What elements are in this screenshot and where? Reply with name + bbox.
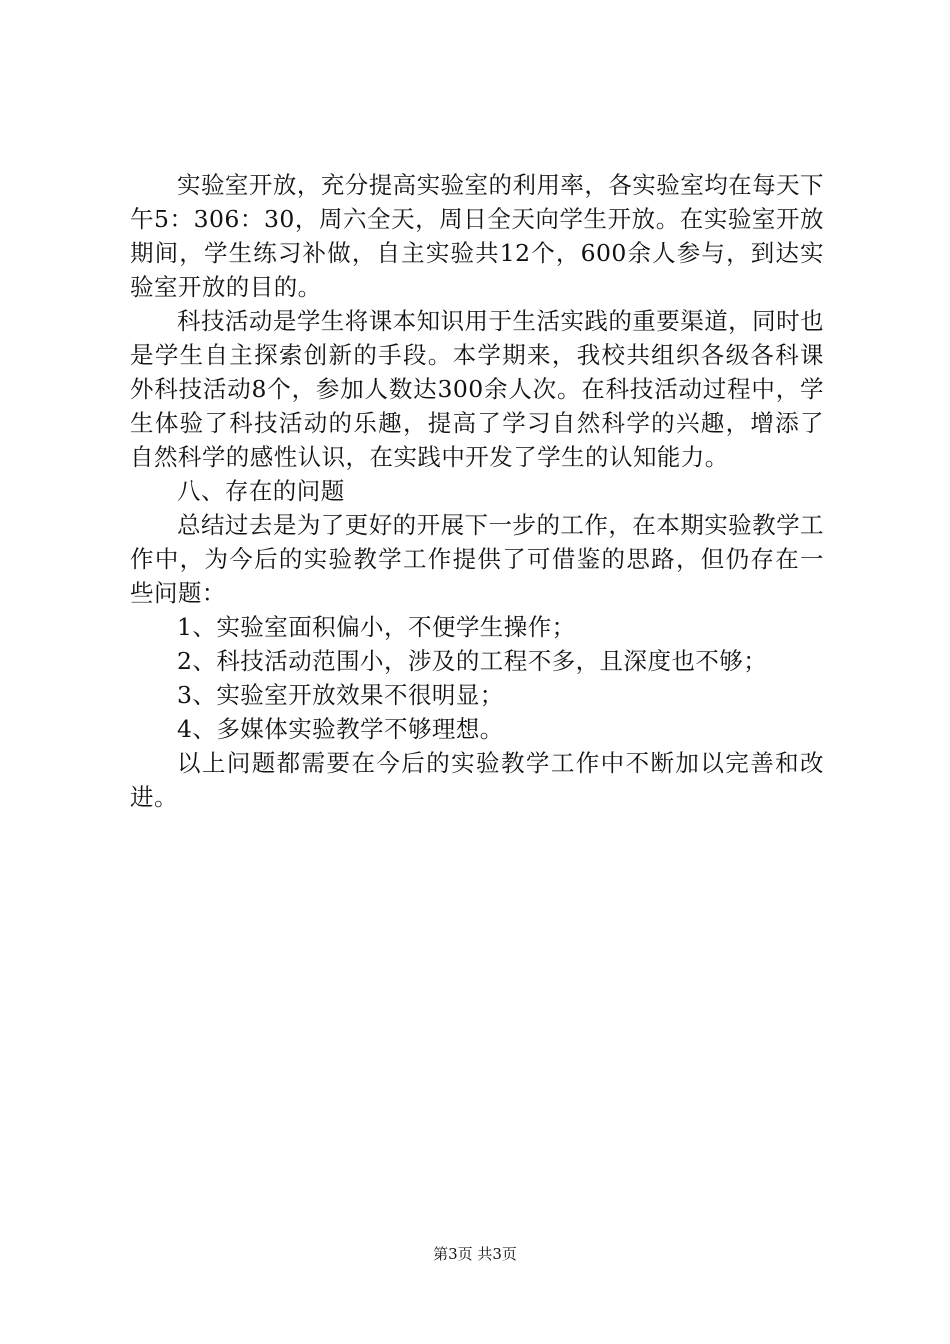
paragraph-science-activities: 科技活动是学生将课本知识用于生活实践的重要渠道，同时也是学生自主探索创新的手段。本学期来，我校共组织各级各科课外科技活动8个，参加人数达300余人次。在科技活动过程中，学生体验了科技活动的乐趣，提高了学习自然科学的兴趣，增添了自然科学的感性认识，在实践中开发了学生的认知能力。	[130, 307, 824, 471]
document-body	[130, 168, 824, 814]
list-item-problem-1: 1、实验室面积偏小，不便学生操作；	[177, 613, 576, 641]
page-number-footer: 第3页 共3页	[433, 1245, 517, 1263]
section-heading-problems: 八、存在的问题	[177, 477, 345, 505]
list-item-problem-2: 2、科技活动范围小，涉及的工程不多，且深度也不够；	[177, 647, 768, 675]
paragraph-summary: 总结过去是为了更好的开展下一步的工作，在本期实验教学工作中，为今后的实验教学工作提供了可借鉴的思路，但仍存在一些问题：	[130, 511, 824, 607]
list-item-problem-4: 4、多媒体实验教学不够理想。	[177, 715, 504, 743]
list-item-problem-3: 3、实验室开放效果不很明显；	[177, 681, 504, 709]
paragraph-lab-opening: 实验室开放，充分提高实验室的利用率，各实验室均在每天下午5：306：30，周六全天，周日全天向学生开放。在实验室开放期间，学生练习补做，自主实验共12个，600余人参与，到达实验室开放的目的。	[130, 171, 824, 301]
paragraph-conclusion: 以上问题都需要在今后的实验教学工作中不断加以完善和改进。	[130, 749, 824, 811]
